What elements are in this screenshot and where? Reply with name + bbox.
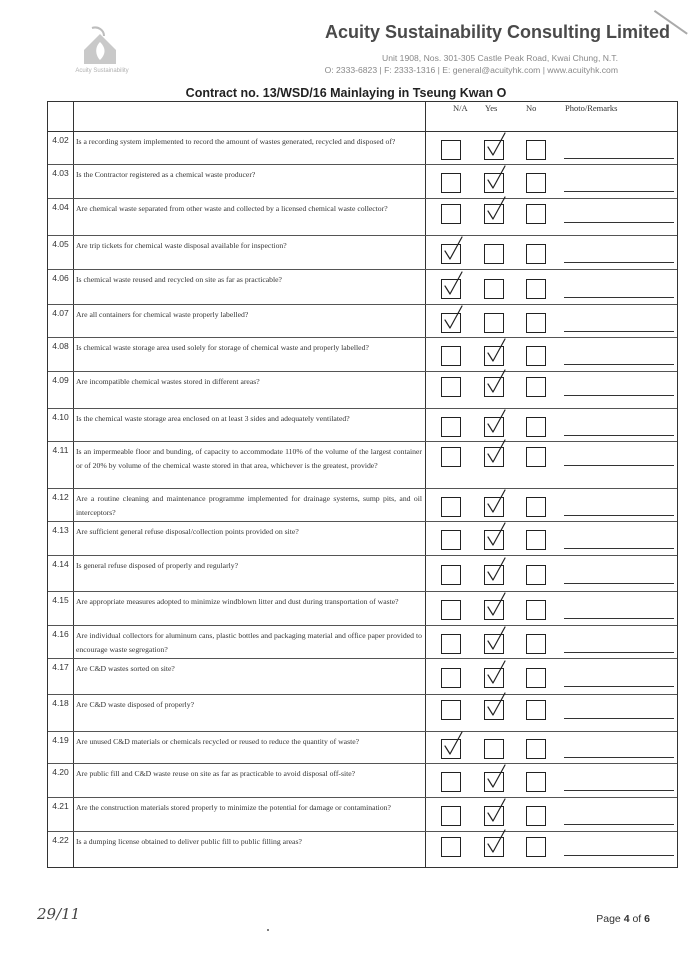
remarks-line[interactable]: [564, 686, 674, 687]
remarks-line[interactable]: [564, 222, 674, 223]
col-header-na: N/A: [453, 103, 468, 113]
page-total: 6: [644, 913, 650, 925]
table-row: [48, 372, 677, 409]
checkmark-icon: [485, 338, 507, 364]
checkbox-na[interactable]: [441, 497, 461, 517]
item-question: Is a recording system implemented to record the amount of wastes generated, recycled and disposed of?: [76, 137, 396, 146]
checkbox-no[interactable]: [526, 565, 546, 585]
checkbox-no[interactable]: [526, 634, 546, 654]
remarks-line[interactable]: [564, 297, 674, 298]
item-number: 4.04: [52, 202, 69, 212]
page-current: 4: [623, 913, 630, 925]
company-name: Acuity Sustainability Consulting Limited: [324, 22, 670, 42]
table-row: [48, 659, 677, 695]
checkmark-icon: [485, 196, 507, 222]
col-header-remarks: Photo/Remarks: [565, 103, 618, 113]
remarks-line[interactable]: [564, 583, 674, 584]
item-number: 4.20: [52, 767, 69, 777]
checkmark-icon: [485, 798, 507, 824]
checkbox-no[interactable]: [526, 668, 546, 688]
table-row: [48, 442, 677, 489]
checkmark-icon: [485, 660, 507, 686]
item-question: Are individual collectors for aluminum cans, plastic bottles and packaging material and office paper provided to encourage waste segregation?: [76, 631, 422, 654]
company-logo: [70, 20, 134, 76]
address-line: Unit 1908, Nos. 301-305 Castle Peak Road, Kwai Chung, N.T.: [382, 53, 618, 63]
checkmark-icon: [485, 592, 507, 618]
item-question: Are trip tickets for chemical waste disposal available for inspection?: [76, 241, 287, 250]
item-number: 4.18: [52, 698, 69, 708]
remarks-line[interactable]: [564, 790, 674, 791]
item-number: 4.03: [52, 168, 69, 178]
page-of: of: [632, 913, 642, 925]
checkbox-na[interactable]: [441, 204, 461, 224]
item-question: Are unused C&D materials or chemicals recycled or reused to reduce the quantity of waste?: [76, 737, 360, 746]
checkmark-icon: [485, 764, 507, 790]
table-row: [48, 270, 677, 305]
item-question: Are a routine cleaning and maintenance programme implemented for drainage systems, sump pits, and oil interceptors?: [76, 494, 422, 517]
item-question: Are all containers for chemical waste properly labelled?: [76, 310, 249, 319]
checkbox-no[interactable]: [526, 279, 546, 299]
checkmark-icon: [485, 489, 507, 515]
item-question: Is general refuse disposed of properly and regularly?: [76, 561, 239, 570]
item-question: Is an impermeable floor and bunding, of capacity to accommodate 110% of the volume of the largest container or of 20% by volume of the chemical waste stored in that area, whichever is the greatest, provide?: [76, 447, 422, 470]
page-number: [550, 913, 650, 925]
table-row: [48, 832, 677, 869]
page-label: Page: [596, 913, 621, 925]
col-header-no: No: [526, 103, 537, 113]
item-number: 4.09: [52, 375, 69, 385]
table-row: [48, 165, 677, 199]
table-row: [48, 199, 677, 236]
item-number: 4.05: [52, 239, 69, 249]
checkmark-icon: [485, 369, 507, 395]
company-address: [250, 52, 618, 76]
table-row: [48, 489, 677, 522]
checkbox-yes[interactable]: [484, 313, 504, 333]
handwritten-date: 29/11: [37, 905, 81, 923]
remarks-line[interactable]: [564, 855, 674, 856]
checkbox-na[interactable]: [441, 634, 461, 654]
checkmark-icon: [485, 557, 507, 583]
remarks-line[interactable]: [564, 191, 674, 192]
checkbox-yes[interactable]: [484, 279, 504, 299]
table-row: [48, 522, 677, 556]
checkbox-na[interactable]: [441, 700, 461, 720]
remarks-line[interactable]: [564, 652, 674, 653]
item-question: Is chemical waste reused and recycled on site as far as practicable?: [76, 275, 282, 284]
checkbox-yes[interactable]: [484, 244, 504, 264]
checkbox-na[interactable]: [441, 837, 461, 857]
item-question: Is the chemical waste storage area enclosed on at least 3 sides and adequately ventilated?: [76, 414, 350, 423]
item-question: Are chemical waste separated from other waste and collected by a licensed chemical waste collector?: [76, 204, 388, 213]
checkbox-na[interactable]: [441, 772, 461, 792]
checkbox-no[interactable]: [526, 417, 546, 437]
item-question: Are C&D wastes sorted on site?: [76, 664, 175, 673]
item-number: 4.08: [52, 341, 69, 351]
remarks-line[interactable]: [564, 757, 674, 758]
item-number: 4.16: [52, 629, 69, 639]
checkmark-icon: [485, 165, 507, 191]
item-question: Is a dumping license obtained to deliver public fill to public filling areas?: [76, 837, 302, 846]
item-number: 4.10: [52, 412, 69, 422]
remarks-line[interactable]: [564, 618, 674, 619]
checkbox-no[interactable]: [526, 173, 546, 193]
checkbox-no[interactable]: [526, 313, 546, 333]
checkmark-icon: [442, 236, 464, 262]
checkbox-no[interactable]: [526, 772, 546, 792]
checkmark-icon: [442, 305, 464, 331]
item-number: 4.22: [52, 835, 69, 845]
checkbox-no[interactable]: [526, 497, 546, 517]
checkbox-na[interactable]: [441, 806, 461, 826]
table-row: [48, 556, 677, 592]
checkmark-icon: [485, 692, 507, 718]
table-row: [48, 798, 677, 832]
remarks-line[interactable]: [564, 718, 674, 719]
item-number: 4.02: [52, 135, 69, 145]
checkbox-na[interactable]: [441, 417, 461, 437]
remarks-line[interactable]: [564, 548, 674, 549]
item-number: 4.14: [52, 559, 69, 569]
item-number: 4.11: [52, 445, 69, 455]
item-number: 4.19: [52, 735, 69, 745]
table-row: [48, 695, 677, 732]
checkmark-icon: [442, 731, 464, 757]
checkbox-no[interactable]: [526, 739, 546, 759]
item-question: Is chemical waste storage area used solely for storage of chemical waste and properly labelled?: [76, 343, 369, 352]
item-number: 4.21: [52, 801, 69, 811]
checkbox-no[interactable]: [526, 204, 546, 224]
contact-line: O: 2333-6823 | F: 2333-1316 | E: general@acuityhk.com | www.acuityhk.com: [324, 65, 618, 75]
checkbox-no[interactable]: [526, 600, 546, 620]
table-row: [48, 732, 677, 764]
table-row: [48, 626, 677, 659]
table-row: [48, 338, 677, 372]
table-header: [48, 102, 677, 132]
checkbox-na[interactable]: [441, 140, 461, 160]
checklist-table: [47, 101, 678, 868]
checkbox-na[interactable]: [441, 346, 461, 366]
checkbox-na[interactable]: [441, 600, 461, 620]
table-row: [48, 764, 677, 798]
house-leaf-icon: [70, 20, 134, 76]
table-row: [48, 132, 677, 165]
contract-title: Contract no. 13/WSD/16 Mainlaying in Tseung Kwan O: [185, 86, 507, 100]
remarks-line[interactable]: [564, 331, 674, 332]
checkmark-icon: [485, 132, 507, 158]
logo-text: Acuity Sustainability: [75, 68, 129, 74]
scan-dot: [267, 929, 269, 931]
item-question: Are C&D waste disposed of properly?: [76, 700, 195, 709]
checkbox-no[interactable]: [526, 447, 546, 467]
table-row: [48, 592, 677, 626]
checkbox-na[interactable]: [441, 377, 461, 397]
item-number: 4.15: [52, 595, 69, 605]
remarks-line[interactable]: [564, 515, 674, 516]
checkbox-no[interactable]: [526, 806, 546, 826]
remarks-line[interactable]: [564, 262, 674, 263]
remarks-line[interactable]: [564, 435, 674, 436]
remarks-line[interactable]: [564, 465, 674, 466]
checkmark-icon: [485, 439, 507, 465]
checkmark-icon: [485, 626, 507, 652]
table-row: [48, 305, 677, 338]
checkbox-no[interactable]: [526, 837, 546, 857]
checkbox-yes[interactable]: [484, 739, 504, 759]
remarks-line[interactable]: [564, 158, 674, 159]
checkbox-no[interactable]: [526, 377, 546, 397]
item-number: 4.12: [52, 492, 69, 502]
item-question: Is the Contractor registered as a chemical waste producer?: [76, 170, 256, 179]
item-number: 4.06: [52, 273, 69, 283]
checkbox-no[interactable]: [526, 140, 546, 160]
col-header-yes: Yes: [485, 103, 498, 113]
checkbox-no[interactable]: [526, 244, 546, 264]
checkmark-icon: [485, 409, 507, 435]
remarks-line[interactable]: [564, 395, 674, 396]
checkbox-na[interactable]: [441, 530, 461, 550]
item-number: 4.13: [52, 525, 69, 535]
checkbox-na[interactable]: [441, 173, 461, 193]
checkbox-na[interactable]: [441, 668, 461, 688]
item-question: Are the construction materials stored properly to minimize the potential for damage or contamination?: [76, 803, 391, 812]
checkmark-icon: [485, 522, 507, 548]
table-row: [48, 236, 677, 270]
item-question: Are appropriate measures adopted to minimize windblown litter and dust during transportation of waste?: [76, 597, 399, 606]
remarks-line[interactable]: [564, 364, 674, 365]
checkbox-na[interactable]: [441, 565, 461, 585]
checkbox-na[interactable]: [441, 447, 461, 467]
item-question: Are sufficient general refuse disposal/collection points provided on site?: [76, 527, 299, 536]
remarks-line[interactable]: [564, 824, 674, 825]
checkmark-icon: [442, 271, 464, 297]
checkmark-icon: [485, 829, 507, 855]
item-number: 4.17: [52, 662, 69, 672]
item-question: Are public fill and C&D waste reuse on site as far as practicable to avoid disposal off-site?: [76, 769, 356, 778]
table-row: [48, 409, 677, 442]
checkbox-no[interactable]: [526, 346, 546, 366]
item-question: Are incompatible chemical wastes stored in different areas?: [76, 377, 260, 386]
checkbox-no[interactable]: [526, 700, 546, 720]
item-number: 4.07: [52, 308, 69, 318]
checkbox-no[interactable]: [526, 530, 546, 550]
